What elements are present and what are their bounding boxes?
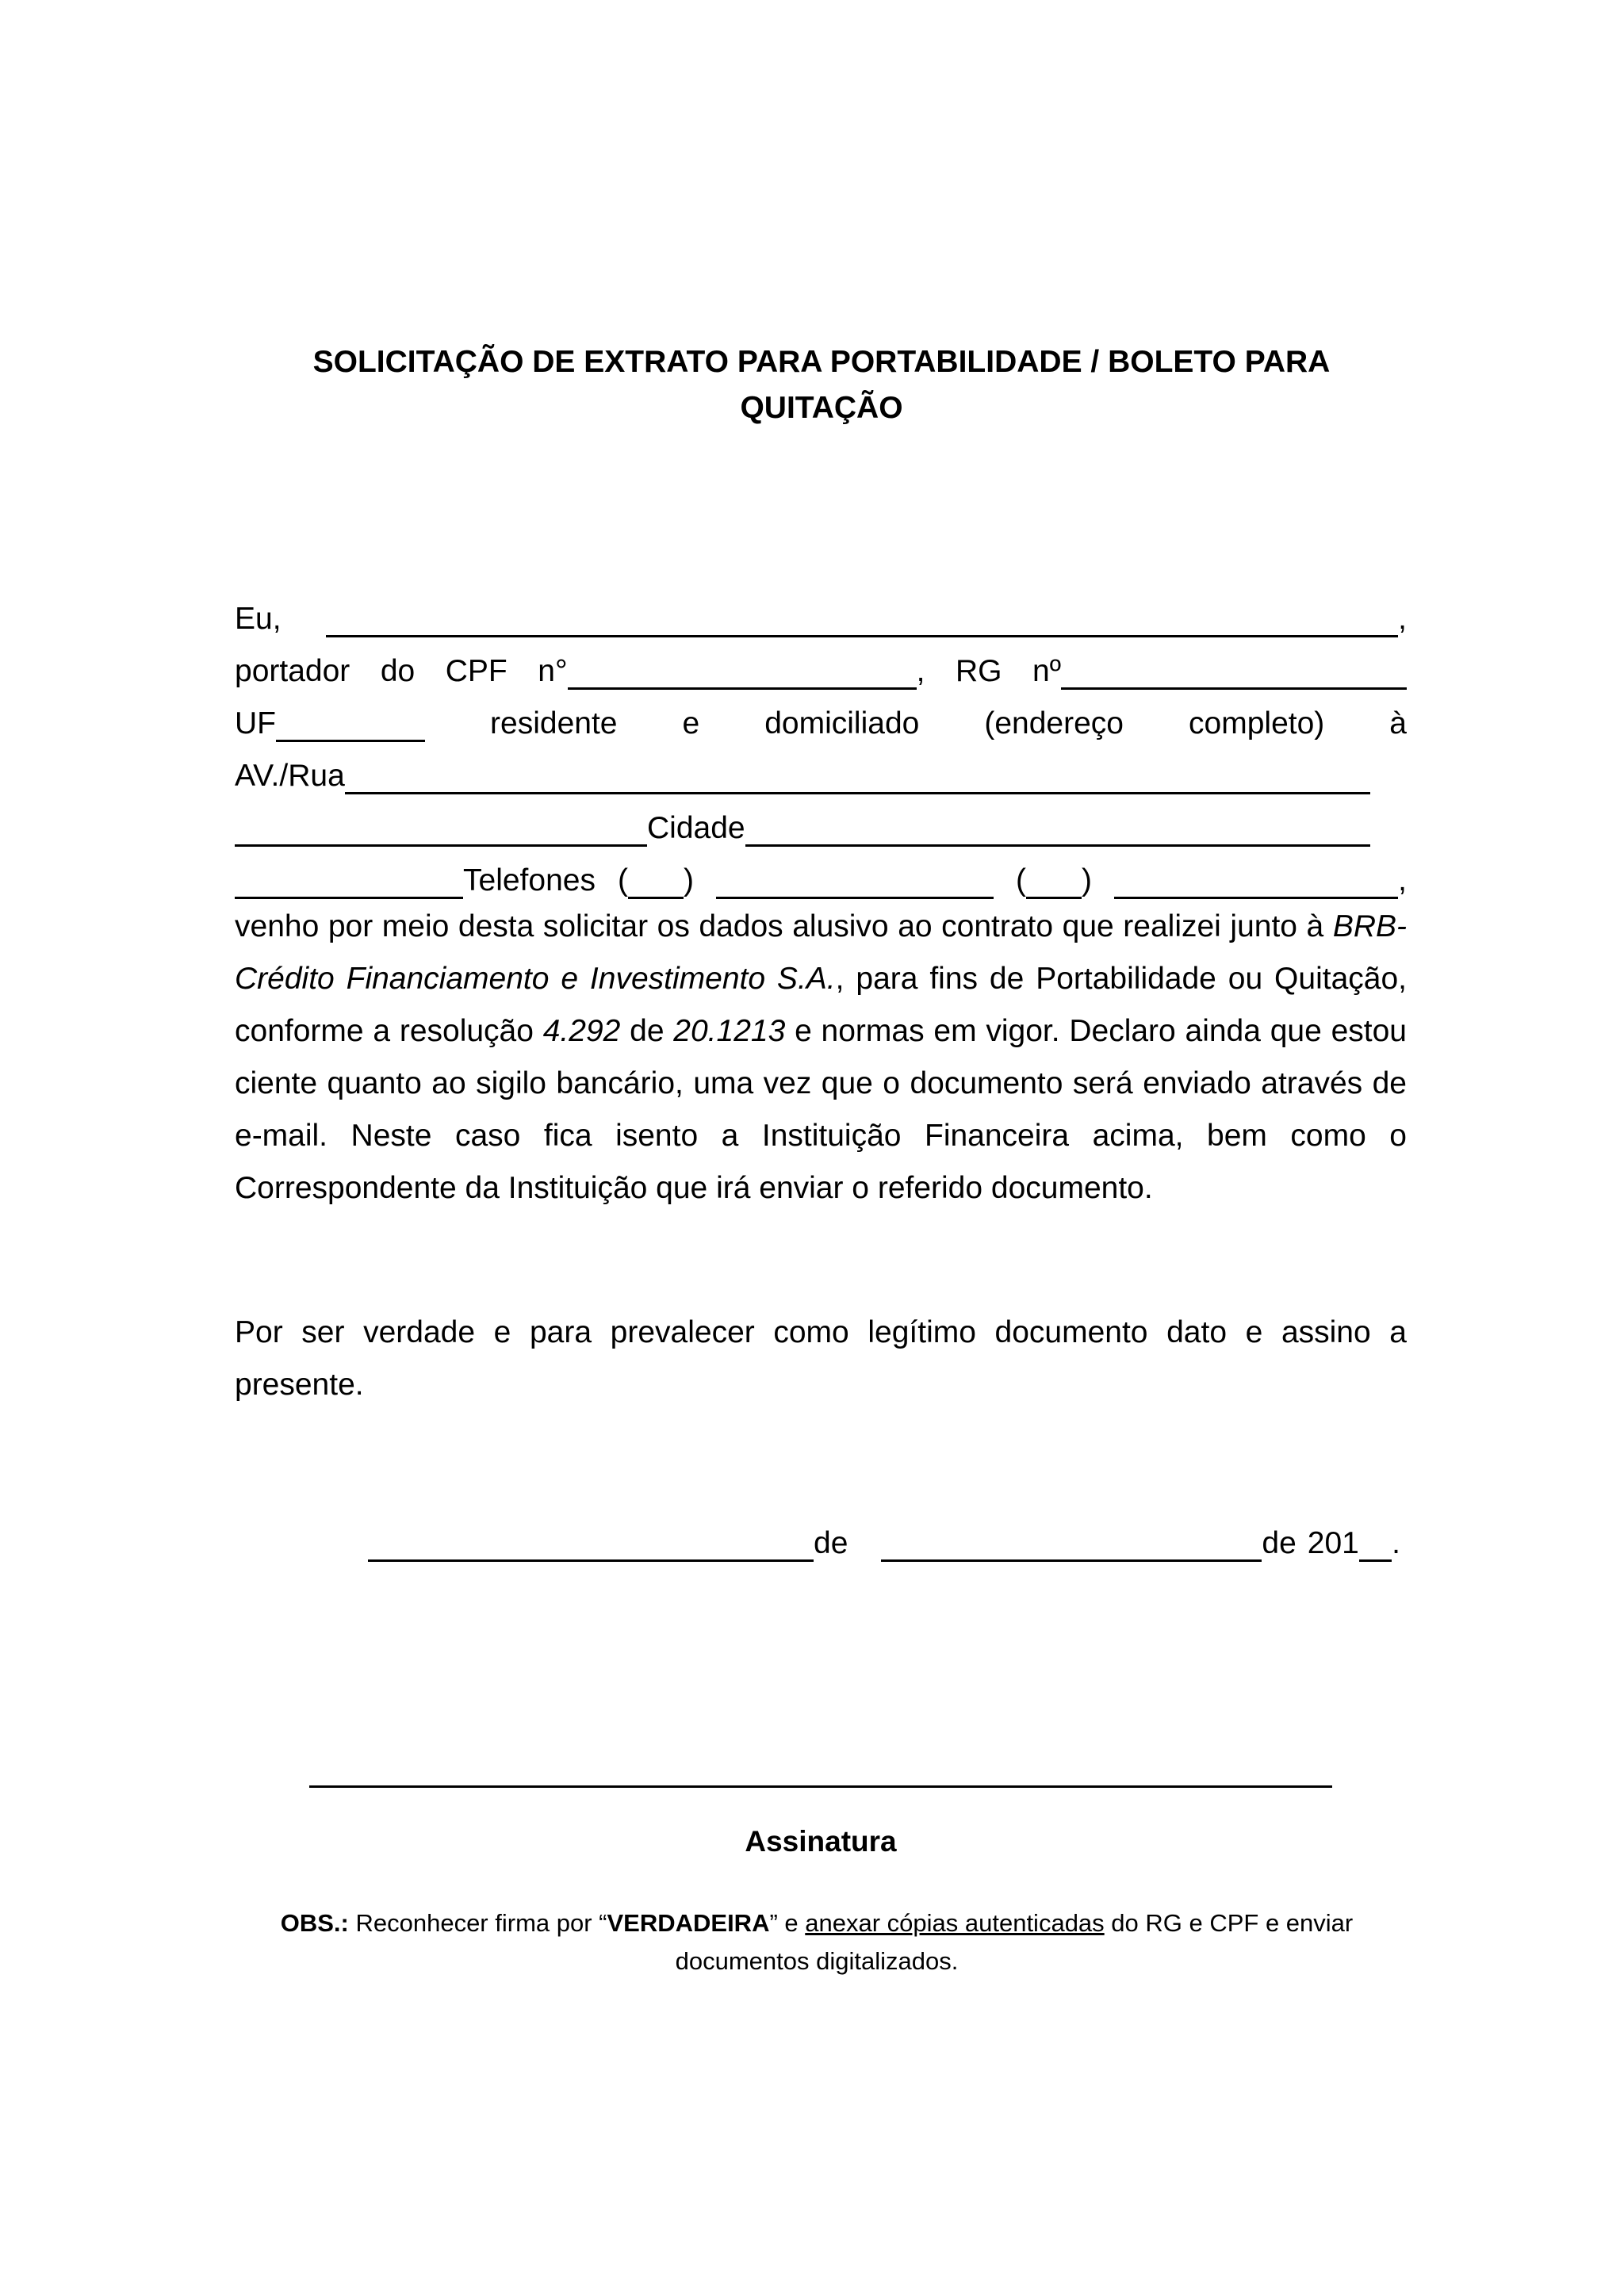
phones-prefix-field[interactable]	[235, 867, 463, 899]
date-line: de de 201 .	[368, 1510, 1400, 1562]
document-title	[235, 339, 1408, 431]
phone1-field[interactable]	[716, 867, 994, 899]
place-day-field[interactable]	[368, 1529, 814, 1562]
uf-field[interactable]	[276, 710, 425, 742]
phone2-field[interactable]	[1114, 867, 1398, 899]
resolution-number: 4.292	[542, 1014, 621, 1048]
year-field[interactable]	[1359, 1529, 1392, 1562]
title-line-1: SOLICITAÇÃO DE EXTRATO PARA PORTABILIDADE / BOLETO PARA	[312, 345, 1331, 379]
company-name: BRB-Crédito Financiamento e Investimento S.A.	[235, 909, 1407, 996]
eu-label: Eu,	[235, 602, 282, 636]
phone1-area-code-field[interactable]	[628, 867, 684, 899]
resolution-date: 20.1213	[673, 1014, 786, 1048]
city-field[interactable]	[745, 814, 1370, 847]
signature-label: Assinatura	[745, 1825, 897, 1858]
address-line: AV./Rua	[235, 742, 1370, 794]
request-paragraph: venho por meio desta solicitar os dados alusivo ao contrato que realizei junto à BRB-Crédito Financiamento e Investimento S.A., para fins de Portabilidade ou Quitação, conforme a resolução 4.292 de 20.1213 e normas em vigor. Declaro ainda que estou ciente quanto ao sigilo bancário, uma vez que o documento será enviado através de e-mail. Neste caso fica isento a Instituição Financeira acima, bem como o Correspondente da Instituição que irá enviar o referido documento.	[235, 909, 1407, 1205]
attach-copies-text: anexar cópias autenticadas	[805, 1909, 1105, 1937]
declaration-text: Por ser verdade e para prevalecer como legítimo documento dato e assino a presente.	[235, 1315, 1407, 1402]
observation-note: OBS.: Reconhecer firma por “VERDADEIRA” e anexar cópias autenticadas do RG e CPF e enviar documentos digitalizados.	[280, 1909, 1354, 1975]
uf-line: UF residente e domiciliado (endereço completo) à	[235, 706, 1407, 740]
address-field[interactable]	[345, 762, 1370, 794]
verdadeira-text: VERDADEIRA	[607, 1909, 770, 1937]
month-field[interactable]	[881, 1529, 1262, 1562]
cpf-rg-line: portador do CPF n° , RG nº	[235, 637, 1407, 690]
city-line: Cidade	[235, 794, 1370, 847]
phones-line: Telefones ( ) ( ) ,	[235, 847, 1407, 899]
phone2-area-code-field[interactable]	[1026, 867, 1082, 899]
name-field[interactable]	[326, 605, 1399, 637]
signature-line[interactable]	[309, 1785, 1332, 1788]
rg-field[interactable]	[1061, 657, 1407, 690]
title-line-2: QUITAÇÃO	[740, 391, 903, 425]
name-line: Eu, ,	[235, 602, 1407, 636]
address-continuation-field[interactable]	[235, 814, 647, 847]
cpf-field[interactable]	[568, 657, 917, 690]
obs-label: OBS.:	[280, 1909, 349, 1937]
